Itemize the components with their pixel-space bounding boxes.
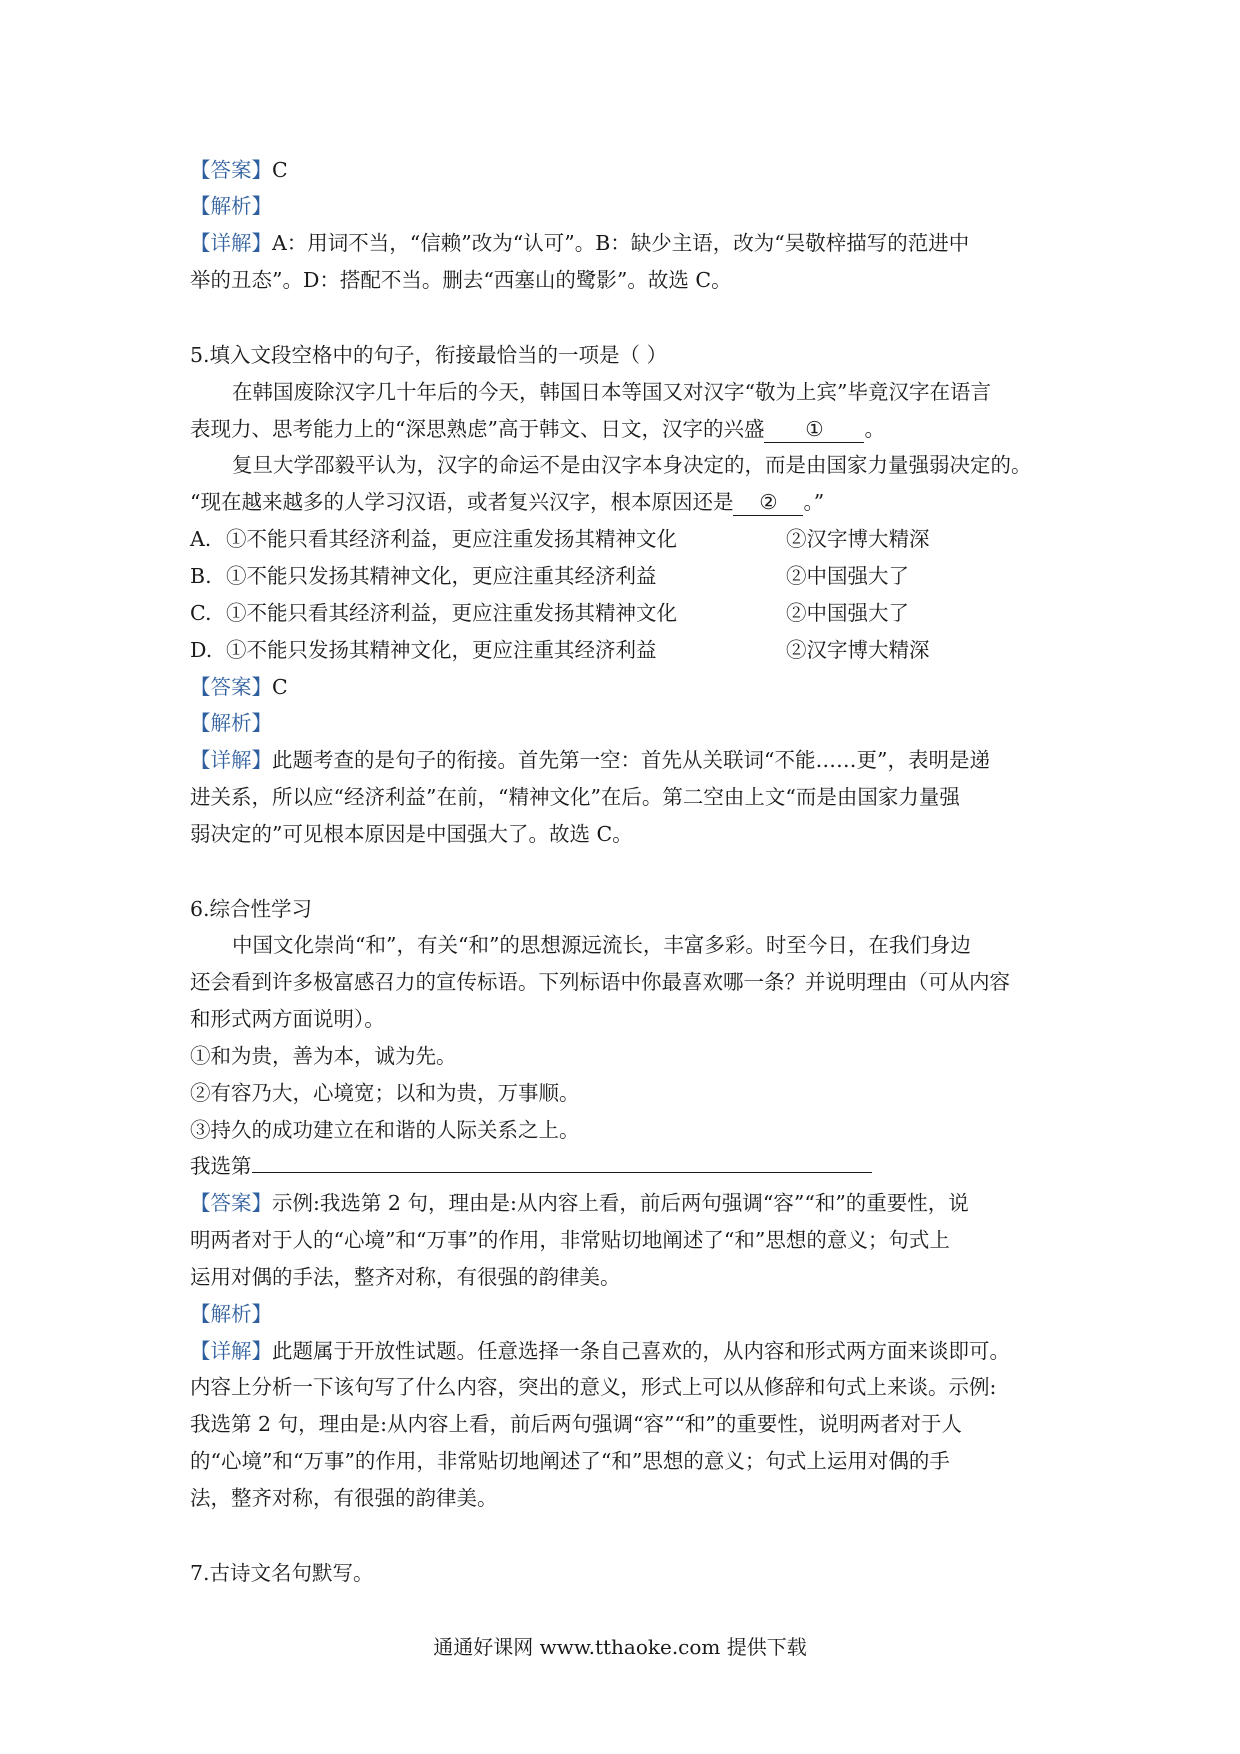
q5-text: “现在越来越多的人学习汉语，或者复兴汉字，根本原因还是 <box>190 490 734 514</box>
option-b <box>190 563 909 589</box>
q5-text: 。” <box>803 490 825 514</box>
detail-line: 法，整齐对称，有很强的韵律美。 <box>190 1486 498 1510</box>
answer-line: 明两者对于人的“心境”和“万事”的作用，非常贴切地阐述了“和”思想的意义；句式上 <box>190 1228 950 1252</box>
option-part-1: ①不能只看其经济利益，更应注重发扬其精神文化 <box>226 601 677 625</box>
q6-paragraph-line: 中国文化崇尚“和”，有关“和”的思想源远流长，丰富多彩。时至今日，在我们身边 <box>232 933 971 957</box>
option-letter: D. <box>190 638 213 662</box>
option-part-1: ①不能只发扬其精神文化，更应注重其经济利益 <box>226 638 657 662</box>
analysis-tag: 【解析】 <box>190 194 272 218</box>
fill-in-row <box>190 1153 872 1179</box>
answer-fill-line <box>252 1154 872 1173</box>
option-letter: A. <box>190 527 212 551</box>
q5-text: 。 <box>864 417 885 441</box>
answer-row <box>190 1190 969 1216</box>
question-6-title: 6.综合性学习 <box>190 897 313 921</box>
q5-text: 表现力、思考能力上的“深思熟虑”高于韩文、日文，汉字的兴盛 <box>190 417 765 441</box>
blank-1: ① <box>764 416 864 443</box>
answer-tag: 【答案】 <box>190 1191 272 1215</box>
q6-paragraph-line: 和形式两方面说明）。 <box>190 1007 385 1031</box>
detail-line <box>190 230 969 256</box>
option-letter: C. <box>190 601 212 625</box>
answer-row <box>190 157 288 183</box>
detail-line: 我选第 2 句，理由是:从内容上看，前后两句强调“容”“和”的重要性，说明两者对于人 <box>190 1412 962 1436</box>
option-part-1: ①不能只看其经济利益，更应注重发扬其精神文化 <box>226 527 677 551</box>
blank-2: ② <box>733 489 803 516</box>
fill-label: 我选第 <box>190 1154 252 1178</box>
q5-paragraph-line <box>190 489 824 516</box>
page-footer: 通通好课网 www.tthaoke.com 提供下载 <box>433 1635 807 1659</box>
option-part-2: ②汉字博大精深 <box>786 527 930 551</box>
detail-line: 进关系，所以应“经济利益”在前，“精神文化”在后。第二空由上文“而是由国家力量强 <box>190 785 960 809</box>
q5-paragraph-line <box>190 416 885 443</box>
slogan-item: ①和为贵，善为本，诚为先。 <box>190 1044 457 1068</box>
analysis-tag: 【解析】 <box>190 711 272 735</box>
q5-paragraph-line: 在韩国废除汉字几十年后的今天，韩国日本等国又对汉字“敬为上宾”毕竟汉字在语言 <box>232 380 991 404</box>
option-d <box>190 637 930 663</box>
question-7-title: 7.古诗文名句默写。 <box>190 1561 374 1585</box>
option-letter: B. <box>190 564 212 588</box>
analysis-tag: 【解析】 <box>190 1302 272 1326</box>
detail-tag: 【详解】 <box>190 1339 272 1363</box>
detail-line <box>190 747 990 773</box>
question-5-title: 5.填入文段空格中的句子，衔接最恰当的一项是（ ） <box>190 343 668 367</box>
option-part-1: ①不能只发扬其精神文化，更应注重其经济利益 <box>226 564 657 588</box>
answer-row <box>190 674 288 700</box>
option-a <box>190 526 930 552</box>
answer-tag: 【答案】 <box>190 158 272 182</box>
detail-tag: 【详解】 <box>190 231 272 255</box>
answer-line: 运用对偶的手法，整齐对称，有很强的韵律美。 <box>190 1265 621 1289</box>
detail-text: 此题属于开放性试题。任意选择一条自己喜欢的，从内容和形式两方面来谈即可。 <box>272 1339 1010 1363</box>
option-c <box>190 600 909 626</box>
detail-text: A：用词不当，“信赖”改为“认可”。B：缺少主语，改为“吴敬梓描写的范进中 <box>272 231 970 255</box>
detail-text: 此题考查的是句子的衔接。首先第一空：首先从关联词“不能……更”，表明是递 <box>272 748 990 772</box>
answer-value: C <box>272 158 288 182</box>
detail-line: 举的丑态”。D：搭配不当。删去“西塞山的鹭影”。故选 C。 <box>190 268 732 292</box>
option-part-2: ②汉字博大精深 <box>786 638 930 662</box>
answer-value: C <box>272 675 288 699</box>
answer-text: 示例:我选第 2 句，理由是:从内容上看，前后两句强调“容”“和”的重要性，说 <box>272 1191 969 1215</box>
answer-tag: 【答案】 <box>190 675 272 699</box>
detail-tag: 【详解】 <box>190 748 272 772</box>
option-part-2: ②中国强大了 <box>786 601 909 625</box>
detail-line: 的“心境”和“万事”的作用，非常贴切地阐述了“和”思想的意义；句式上运用对偶的手 <box>190 1449 950 1473</box>
detail-line: 弱决定的”可见根本原因是中国强大了。故选 C。 <box>190 822 633 846</box>
option-part-2: ②中国强大了 <box>786 564 909 588</box>
detail-line: 内容上分析一下该句写了什么内容，突出的意义，形式上可以从修辞和句式上来谈。示例: <box>190 1375 997 1399</box>
slogan-item: ③持久的成功建立在和谐的人际关系之上。 <box>190 1118 580 1142</box>
detail-line <box>190 1338 1010 1364</box>
q6-paragraph-line: 还会看到许多极富感召力的宣传标语。下列标语中你最喜欢哪一条？并说明理由（可从内容 <box>190 970 1010 994</box>
slogan-item: ②有容乃大，心境宽；以和为贵，万事顺。 <box>190 1081 580 1105</box>
q5-paragraph-line: 复旦大学邵毅平认为，汉字的命运不是由汉字本身决定的，而是由国家力量强弱决定的。 <box>232 453 1032 477</box>
